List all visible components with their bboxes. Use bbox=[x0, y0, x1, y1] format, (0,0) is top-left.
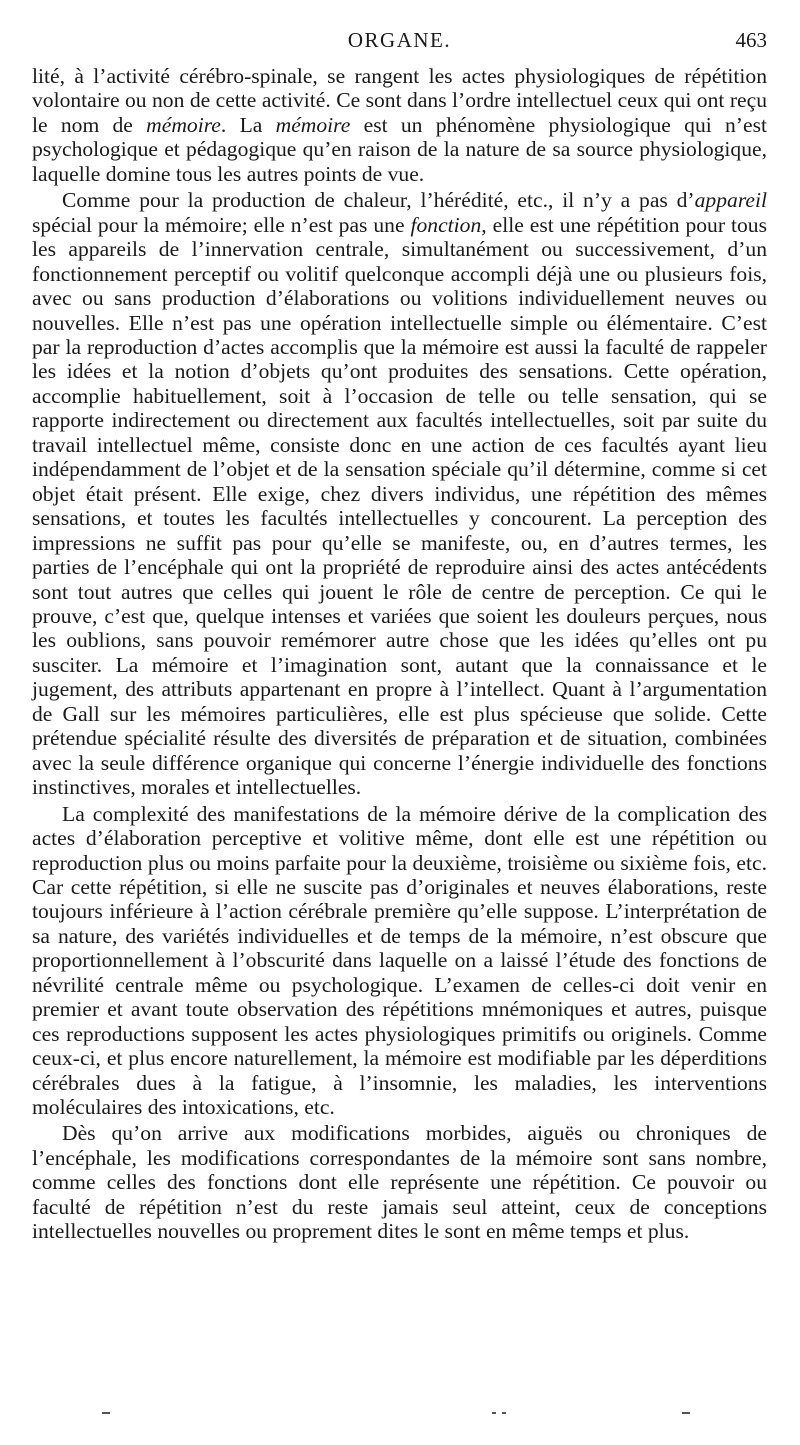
running-head: ORGANE. bbox=[347, 28, 452, 52]
italic-term: appareil bbox=[694, 188, 767, 213]
smudge-mark bbox=[502, 1412, 506, 1414]
paragraph bbox=[32, 802, 767, 1120]
footer-smudges bbox=[32, 1402, 767, 1422]
paragraph bbox=[32, 188, 767, 799]
paragraph bbox=[32, 64, 767, 186]
body-text bbox=[32, 64, 767, 1244]
page-number: 463 bbox=[735, 28, 767, 52]
text-run: lité, à l’activité cérébro-spinale, se rangent les actes physiologiques de répétition volontaire ou non de cette activité. Ce sont dans l’ordre intellectuel ceux qui ont reçu le nom de bbox=[32, 64, 767, 137]
smudge-mark bbox=[102, 1412, 110, 1414]
smudge-mark bbox=[682, 1412, 690, 1414]
text-run: est un phénomène physiologique qui n’est psychologique et pédagogique qu’en raison de la nature de sa source physiologique, laquelle domine tous les autres points de vue. bbox=[32, 112, 767, 186]
text-run: . La bbox=[220, 112, 276, 137]
text-run: spécial pour la mémoire; elle n’est pas une bbox=[32, 212, 411, 237]
text-run: Dès qu’on arrive aux modifications morbides, aiguës ou chroniques de l’encéphale, les modifications correspondantes de la mémoire sont sans nombre, comme celles des fonctions dont elle représente une répétition. Ce pouvoir ou faculté de répétition n’est du reste jamais seul atteint, ceux de conceptions intellectuelles nouvelles ou proprement dites le sont en même temps et plus. bbox=[32, 1121, 767, 1244]
text-run: La complexité des manifestations de la mémoire dérive de la complication des actes d’élaboration perceptive et volitive même, dont elle est une répétition ou reproduction plus ou moins parfaite pour la deuxième, troisième ou sixième fois, etc. Car cette répétition, si elle ne suscite pas d’originales et neuves élaborations, reste toujours inférieure à l’action cérébrale première qu’elle suppose. L’interprétation de sa nature, des variétés individuelles et de temps de la mémoire, n’est obscure que proportionnellement à l’obscurité dans laquelle on a laissé l’étude des fonctions de névrilité centrale même ou psychologique. L’examen de celles-ci doit venir en premier et avant toute observation des répétitions mnémoniques et autres, puisque ces reproductions supposent les actes physiologiques primitifs ou originels. Comme ceux-ci, et plus encore naturellement, la mémoire est modifiable par les déperditions cérébrales dues à la fatigue, à l’insomnie, les maladies, les interventions moléculaires des intoxications, etc. bbox=[32, 801, 767, 1120]
page-header bbox=[32, 28, 767, 62]
text-run: , elle est une répétition pour tous les appareils de l’innervation centrale, simultanément ou successivement, d’un fonctionnement perceptif ou volitif quelconque accompli déjà une ou plusieurs fois, avec ou sans production d’élaborations ou volitions individuellement neuves ou nouvelles. Elle n’est pas une opération intellectuelle simple ou élémentaire. C’est par la reproduction d’actes accomplis que la mémoire est aussi la faculté de rappeler les idées et la notion d’objets qu’ont produites des sensations. Cette opération, accomplie habituellement, soit à l’occasion de telle ou telle sensation, qui se rapporte indirectement ou directement aux facultés intellectuelles, soit par suite du travail intellectuel même, consiste donc en une action de ces facultés ayant lieu indépendamment de l’objet et de la sensation spéciale qu’il détermine, comme si cet objet était présent. Elle exige, chez divers individus, une répétition des mêmes sensations, et toutes les facultés intellectuelles y concourent. La perception des impressions ne suffit pas pour qu’elle se manifeste, ou, en d’autres termes, les parties de l’encéphale qui ont la propriété de reproduire ainsi des actes antécédents sont tout autres que celles qui jouent le rôle de centre de perception. Ce qui le prouve, c’est que, quelque intenses et variées que soient les douleurs perçues, nous les oublions, sans pouvoir remémorer autre chose que les idées qu’elles ont pu susciter. La mémoire et l’imagination sont, autant que la connaissance et le jugement, des attributs appartenant en propre à l’intellect. Quant à l’argumentation de Gall sur les mémoires particulières, elle est plus spécieuse que solide. Cette prétendue spécialité résulte des diversités de préparation et de situation, combinées avec la seule différence organique qui concerne l’énergie individuelle des fonctions instinctives, morales et intellectuelles. bbox=[32, 212, 767, 800]
smudge-mark bbox=[492, 1412, 496, 1414]
italic-term: mémoire bbox=[275, 112, 351, 137]
italic-term: fonction bbox=[410, 212, 482, 237]
text-run: Comme pour la production de chaleur, l’hérédité, etc., il n’y a pas d’ bbox=[62, 188, 695, 213]
paragraph bbox=[32, 1121, 767, 1243]
italic-term: mémoire bbox=[146, 112, 221, 137]
